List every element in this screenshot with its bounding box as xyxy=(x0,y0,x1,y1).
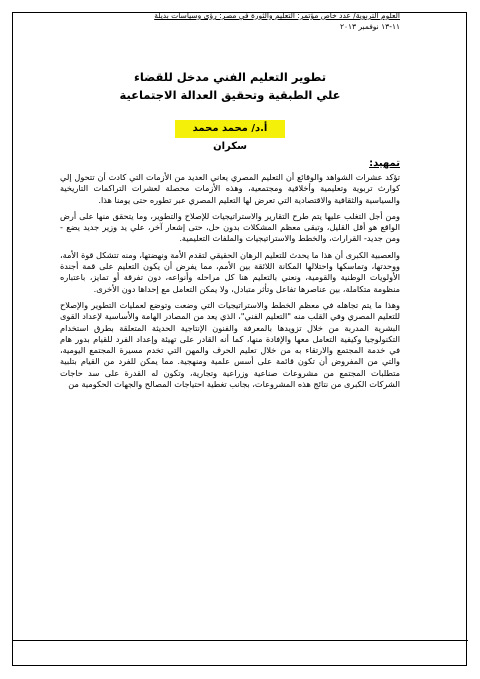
paragraph: والعصبية الكبرى أن هذا ما يحدث للتعليم الرهان الحقيقي لتقدم الأمة ونهضتها، ومنه تتشكل قوة الأمة، ووحدتها، وتماسكها واحتلالها المكانة اللائقة بين الأمم، مما يفرض أن يكون التعليم على قمة أجندة الأولويات الوطنية والقومية، ونعني بالتعليم هنا كل مراحله وأنواعه، دون تفرقة أو تمايز، باعتباره منظومة متكاملة، بين عناصرها تفاعل وتأثر متبادل، ولا يمكن التعامل مع إحداها دون الأخرى. xyxy=(60,249,400,294)
author-name: أ.د/ محمد محمد سكران xyxy=(175,120,285,138)
header-journal-line: العلوم التربوية/ عدد خاص مؤتمر: التعليم والثورة في مصر: رؤى وسياسات بديلة xyxy=(154,11,400,20)
paragraph: ومن أجل التغلب عليها يتم طرح التقارير والاستراتيجيات للإصلاح والتطوير، وما يتحقق منها على أرض الواقع هو أقل القليل، وتبقى معظم المشكلات بدون حل، حتى إشعار آخر، علي يد وزير جديد يضع - ومن جديد- القرارات، والخطط والاستراتيجيات والملفات التعليمية. xyxy=(60,210,400,244)
header-date-line: ١١-١٣ نوفمبر ٢٠١٣ xyxy=(339,22,400,31)
intro-heading: تمهيد: xyxy=(369,158,400,169)
title-line-2: علي الطبقية وتحقيق العدالة الاجتماعية xyxy=(119,88,341,102)
paragraph: تؤكد عشرات الشواهد والوقائع أن التعليم المصري يعاني العديد من الأزمات التي كادت أن تتحول إلي كوارث تربوية وتعليمية وأخلاقية ومجتمعية، وهذه الأزمات محصلة لعشرات التراكمات التاريخية والسياسية والثقافية والاقتصادية التي تعرض لها التعليم المصري عبر تطوره حتى يومنا هذا. xyxy=(60,172,400,205)
article-body xyxy=(60,172,400,395)
page-bottom-rule xyxy=(12,640,468,641)
document-page xyxy=(60,10,400,390)
running-header xyxy=(60,10,400,32)
title-line-1: تطوير التعليم الفني مدخل للقضاء xyxy=(133,70,327,84)
paragraph: وهذا ما يتم تجاهله في معظم الخطط والاستراتيجيات التي وضعت وتوضع لعمليات التطوير والإصلاح للتعليم المصري وفي القلب منه "التعليم الفني"، الذي يعد من المصادر الهامة والأساسية لإعداد القوى البشرية المدربة من خلال تزويدها بالمعرفة والفنون الإنتاجية الحديثة المتعلقة بطرق استخدام التكنولوجيا وكيفية التعامل معها والإفادة منها، كما أنه القادر على تهيئة وإعداد الفرد للقيام بدور هام في خدمة المجتمع والارتقاء به من خلال تعليم الحرف والمهن التي تخدم مسيرة المجتمع اليومية، والتي من المفروض أن تكون قائمة على أسس علمية ومنهجية. مما يمكن للفرد من القيام بتلبية متطلبات المجتمع من مشروعات صناعية وزراعية وتجارية، وتكون له القدرة على سد حاجات الشركات الكبرى من نتائج هذه المشروعات، بجانب تغطية احتياجات المصالح والجهات الحكومية من xyxy=(60,299,400,390)
article-title xyxy=(60,68,400,104)
